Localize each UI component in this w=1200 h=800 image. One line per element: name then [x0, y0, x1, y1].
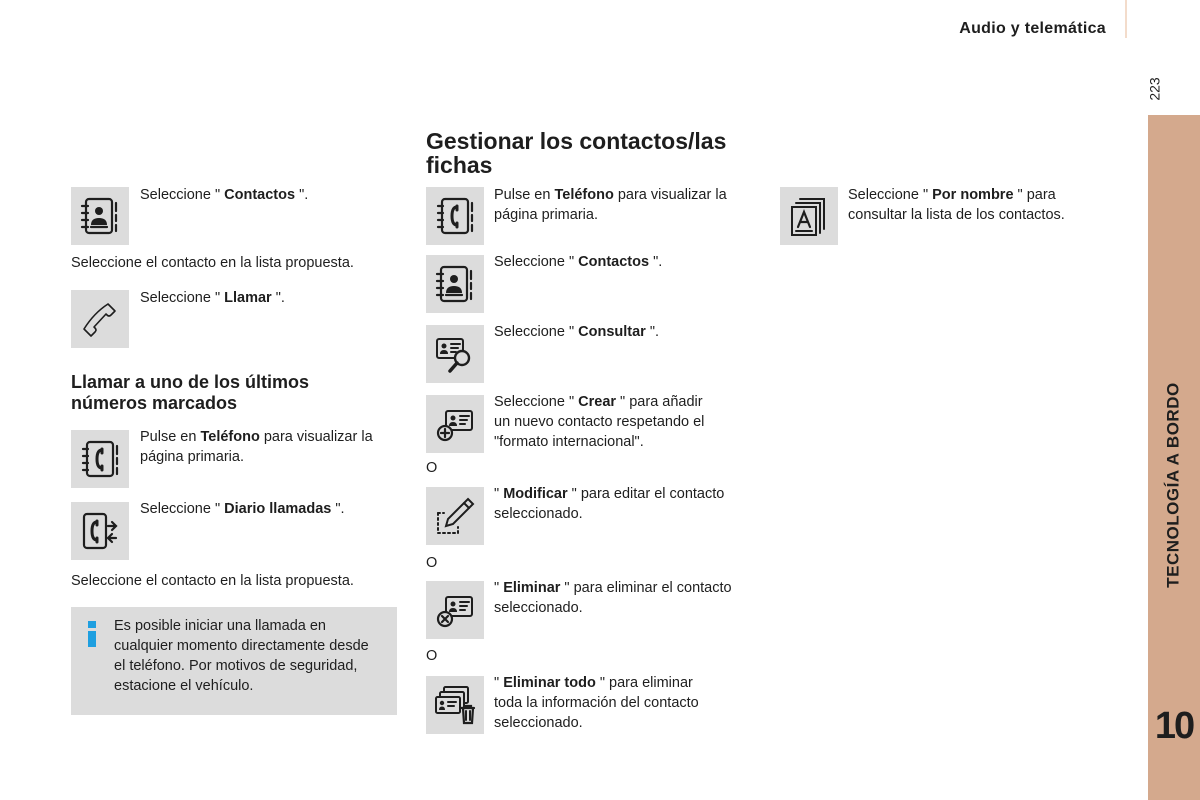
contacts-book-icon — [426, 255, 484, 313]
chapter-number: 10 — [1154, 705, 1194, 747]
section-title: Audio y telemática — [959, 20, 1106, 37]
step-press-telephone-2: Pulse en Teléfono para visualizar la página primaria. — [494, 187, 727, 223]
info-note-text: Es posible iniciar una llamada en cualquier momento directamente desde el teléfono. Por motivos de seguridad, estacione el vehículo. — [114, 618, 369, 694]
section-heading-recent-calls: Llamar a uno de los últimos números marcados — [71, 372, 310, 413]
contact-search-icon — [426, 325, 484, 383]
step-select-contacts-2: Seleccione " Contactos ". — [494, 254, 663, 270]
contacts-book-icon — [71, 187, 129, 245]
step-select-contacts: Seleccione " Contactos ". — [140, 187, 309, 203]
step-delete: " Eliminar " para eliminar el contacto seleccionado. — [494, 580, 732, 616]
info-note — [71, 607, 397, 715]
or-separator-2: O — [426, 555, 438, 571]
chapter-tab-label: TECNOLOGÍA A BORDO — [1164, 382, 1184, 588]
delete-all-icon — [426, 676, 484, 734]
step-select-by-name: Seleccione " Por nombre " para consultar la lista de los contactos. — [848, 187, 1065, 223]
step-select-create: Seleccione " Crear " para añadir un nuevo contacto respetando el "formato internacional". — [494, 394, 705, 450]
contact-add-icon — [426, 395, 484, 453]
step-select-call: Seleccione " Llamar ". — [140, 290, 285, 306]
edit-pencil-icon — [426, 487, 484, 545]
phone-menu-icon — [71, 430, 129, 488]
or-separator-3: O — [426, 648, 438, 664]
page-number: 223 — [1146, 77, 1163, 101]
step-delete-all: " Eliminar todo " para eliminar toda la información del contacto seleccionado. — [494, 675, 699, 731]
step-select-consult: Seleccione " Consultar ". — [494, 324, 660, 340]
instruction-select-contact-2: Seleccione el contacto en la lista propuesta. — [71, 573, 354, 589]
chapter-tab — [1148, 115, 1200, 800]
phone-handset-icon — [71, 290, 129, 348]
call-log-icon — [71, 502, 129, 560]
header-divider — [1125, 0, 1127, 38]
sort-by-name-icon — [780, 187, 838, 245]
step-modify: " Modificar " para editar el contacto seleccionado. — [494, 486, 725, 522]
section-heading-manage-contacts: Gestionar los contactos/las fichas — [426, 128, 727, 178]
info-icon — [87, 621, 97, 647]
contact-delete-icon — [426, 581, 484, 639]
step-press-telephone: Pulse en Teléfono para visualizar la página primaria. — [140, 429, 373, 465]
step-select-call-log: Seleccione " Diario llamadas ". — [140, 501, 345, 517]
phone-menu-icon — [426, 187, 484, 245]
instruction-select-contact: Seleccione el contacto en la lista propuesta. — [71, 255, 354, 271]
or-separator-1: O — [426, 460, 438, 476]
